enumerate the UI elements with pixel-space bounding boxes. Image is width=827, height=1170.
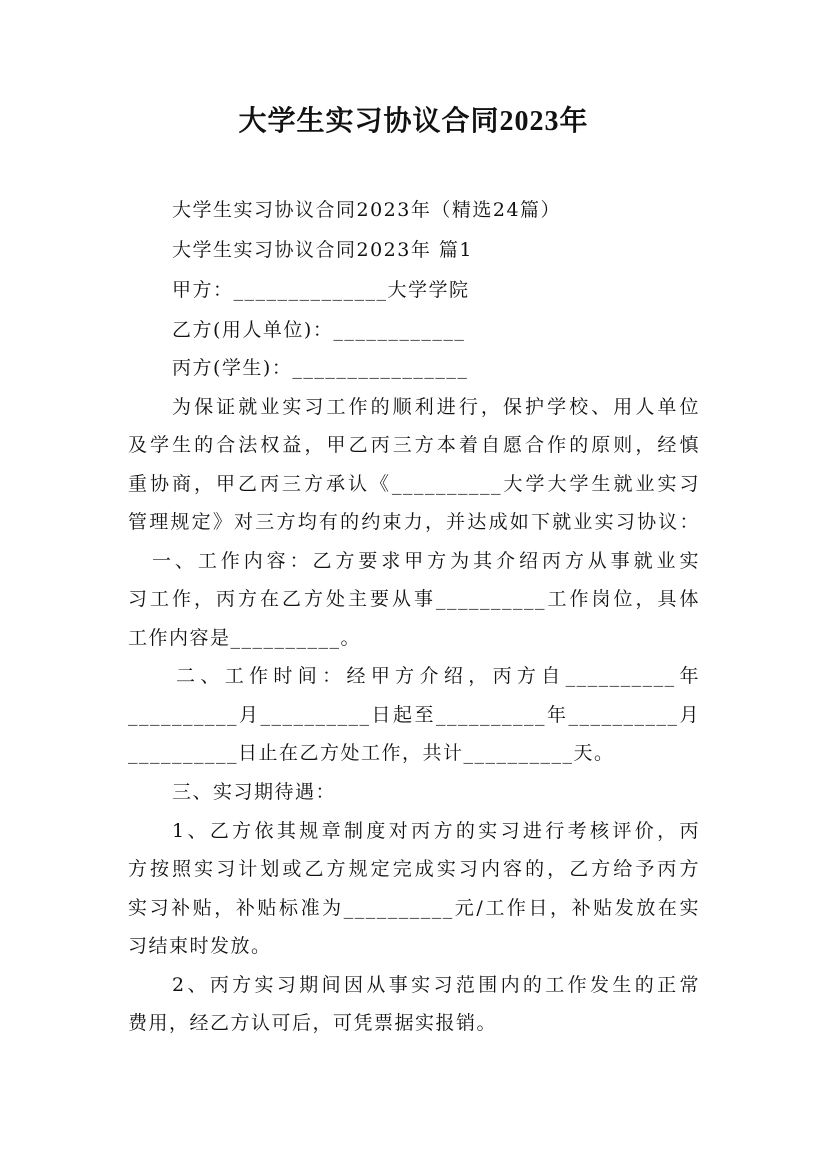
paragraph-text: 习工作，丙方在乙方处主要从事__________工作岗位，具体 — [128, 588, 700, 610]
paragraph-line — [128, 508, 700, 536]
paragraph-text: 实习补贴，补贴标准为__________元/工作日，补贴发放在实 — [128, 897, 700, 919]
paragraph-line — [128, 585, 700, 613]
paragraph-line — [128, 701, 700, 729]
party-b-line: 乙方(用人单位)：____________ — [172, 319, 466, 341]
paragraph-line — [152, 547, 700, 575]
paragraph-line — [172, 817, 700, 845]
paragraph-line — [128, 431, 700, 459]
paragraph-line — [172, 971, 700, 999]
party-a-line: 甲方：______________大学学院 — [172, 279, 470, 301]
paragraph-text: 为保证就业实习工作的顺利进行，保护学校、用人单位 — [172, 396, 700, 418]
paragraph-line — [176, 662, 700, 690]
paragraph-line — [128, 855, 700, 883]
subtitle-line: 大学生实习协议合同2023年（精选24篇） — [172, 199, 562, 221]
paragraph-text: 方按照实习计划或乙方规定完成实习内容的，乙方给予丙方 — [128, 858, 700, 880]
paragraph-line — [128, 894, 700, 922]
paragraph-text: 二、工作时间：经甲方介绍，丙方自__________年 — [176, 665, 700, 687]
paragraph-line: 习结束时发放。 — [128, 935, 272, 957]
paragraph-text: 管理规定》对三方均有的约束力，并达成如下就业实习协议： — [128, 511, 700, 533]
paragraph-line: 费用，经乙方认可后，可凭票据实报销。 — [128, 1012, 498, 1034]
paragraph-line — [128, 470, 700, 498]
section-heading: 三、实习期待遇： — [172, 781, 337, 803]
party-c-line: 丙方(学生)：________________ — [172, 357, 469, 379]
paragraph-text: 1、乙方依其规章制度对丙方的实习进行考核评价，丙 — [172, 820, 700, 842]
paragraph-text: 及学生的合法权益，甲乙丙三方本着自愿合作的原则，经慎 — [128, 434, 700, 456]
paragraph-line: __________日止在乙方处工作，共计__________天。 — [128, 742, 615, 764]
paragraph-text: 一、工作内容：乙方要求甲方为其介绍丙方从事就业实 — [152, 550, 700, 572]
paragraph-line: 工作内容是__________。 — [128, 627, 362, 649]
paragraph-text: 2、丙方实习期间因从事实习范围内的工作发生的正常 — [172, 974, 700, 996]
paragraph-line — [172, 393, 700, 421]
paragraph-text: 重协商，甲乙丙三方承认《__________大学大学生就业实习 — [128, 473, 700, 495]
paragraph-text: __________月__________日起至__________年__________月 — [128, 704, 700, 726]
document-title: 大学生实习协议合同2023年 — [238, 106, 589, 137]
section-heading: 大学生实习协议合同2023年 篇1 — [172, 239, 473, 261]
